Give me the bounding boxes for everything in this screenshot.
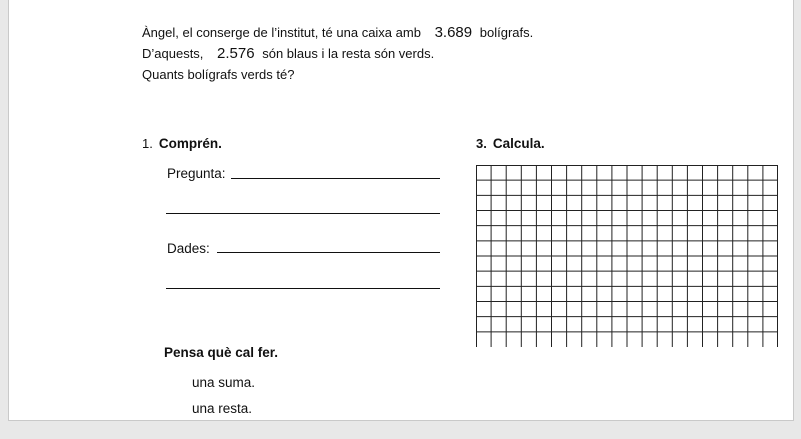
section-1-number: 1. <box>142 136 153 151</box>
problem-line-1-tail: bolígrafs. <box>479 25 534 40</box>
question-answer-line-2[interactable] <box>166 213 440 214</box>
pen-total-number: 3.689 <box>434 24 473 41</box>
question-label: Pregunta: <box>167 166 226 181</box>
section-1-heading <box>142 136 222 151</box>
blue-pens-number: 2.576 <box>217 45 255 62</box>
option-sum[interactable]: una suma. <box>192 375 256 390</box>
data-label: Dades: <box>167 241 210 256</box>
problem-question: Quants bolígrafs verds té? <box>142 67 295 82</box>
problem-line-2 <box>142 43 533 64</box>
think-heading: Pensa què cal fer. <box>164 345 279 360</box>
option-subtract[interactable]: una resta. <box>192 401 253 416</box>
problem-statement <box>142 22 533 85</box>
problem-line-2-tail: són blaus i la resta són verds. <box>262 46 435 61</box>
calculation-grid-lines <box>476 165 778 347</box>
data-answer-line-2[interactable] <box>166 288 440 289</box>
worksheet-page <box>8 0 794 421</box>
section-3-number: 3. <box>476 136 487 151</box>
section-1-title: Comprén. <box>158 136 222 151</box>
section-3-title: Calcula. <box>492 136 545 151</box>
problem-line-2-text: D’aquests, <box>142 46 204 61</box>
section-3-heading <box>476 136 545 151</box>
problem-line-1 <box>142 22 533 43</box>
problem-line-1-text: Àngel, el conserge de l’institut, té una caixa amb <box>142 25 421 40</box>
data-answer-line-1[interactable] <box>217 252 440 253</box>
question-answer-line-1[interactable] <box>231 178 440 179</box>
calculation-grid[interactable] <box>476 165 778 347</box>
